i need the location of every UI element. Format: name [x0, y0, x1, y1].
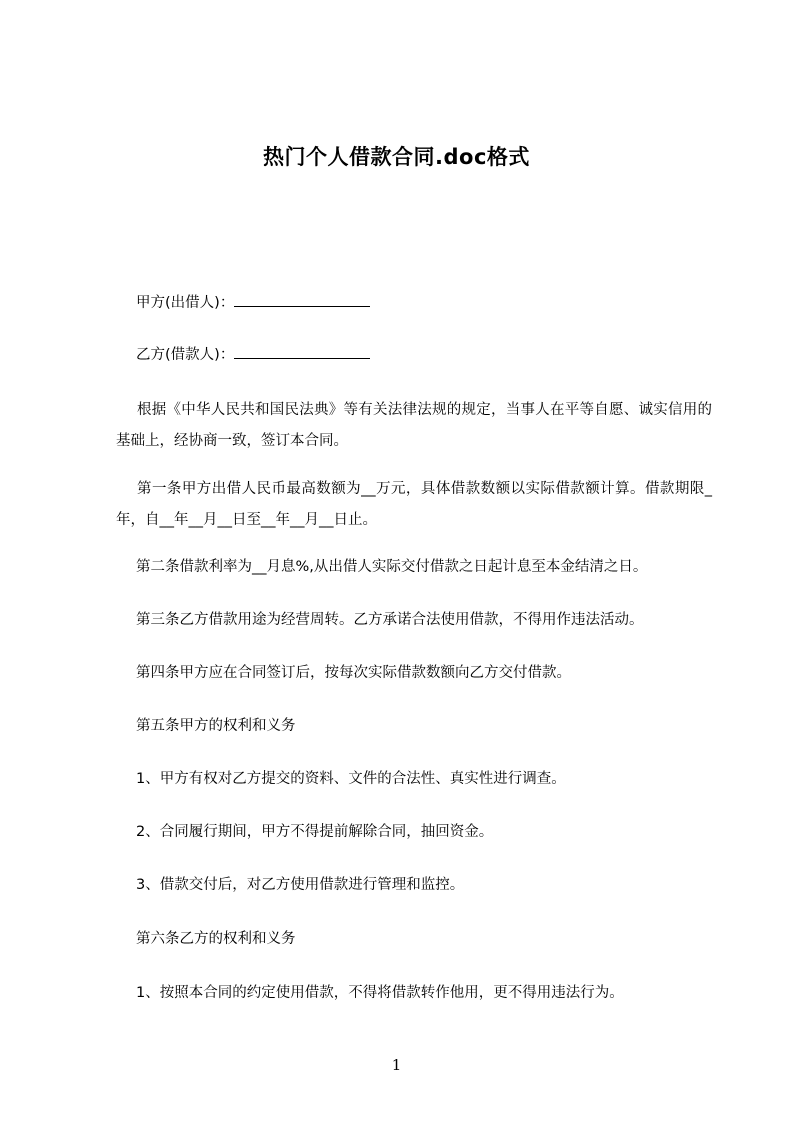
party-b-label: 乙方(借款人)： [136, 347, 235, 363]
article-5-item: 2、合同履行期间，甲方不得提前解除合同，抽回资金。 [136, 824, 494, 840]
article-5-title: 第五条甲方的权利和义务 [136, 718, 296, 734]
party-a-line [136, 291, 370, 313]
party-b-blank [234, 343, 370, 359]
party-a-label: 甲方(出借人)： [136, 295, 235, 311]
article-6-item: 1、按照本合同的约定使用借款，不得将借款转作他用，更不得用违法行为。 [136, 985, 624, 1001]
article-5-item: 1、甲方有权对乙方提交的资料、文件的合法性、真实性进行调查。 [136, 771, 566, 787]
document-title: 热门个人借款合同.doc格式 [263, 145, 530, 169]
article-4-line: 第四条甲方应在合同签订后，按每次实际借款数额向乙方交付借款。 [136, 665, 571, 681]
party-a-blank [234, 291, 370, 307]
article-2-line: 第二条借款利率为__月息%,从出借人实际交付借款之日起计息至本金结清之日。 [136, 559, 648, 575]
article-6-title: 第六条乙方的权利和义务 [136, 931, 296, 947]
preamble-paragraph: 根据《中华人民共和国民法典》等有关法律法规的规定，当事人在平等自愿、诚实信用的基础上，经协商一致，签订本合同。 [116, 402, 712, 449]
article-3-line: 第三条乙方借款用途为经营周转。乙方承诺合法使用借款，不得用作违法活动。 [136, 612, 644, 628]
article-5-item: 3、借款交付后，对乙方使用借款进行管理和监控。 [136, 877, 465, 893]
party-b-line [136, 343, 370, 365]
page-number: 1 [391, 1056, 402, 1074]
article-1-paragraph: 第一条甲方出借人民币最高数额为__万元，具体借款数额以实际借款额计算。借款期限_年，自__年__月__日至__年__月__日止。 [116, 481, 712, 528]
